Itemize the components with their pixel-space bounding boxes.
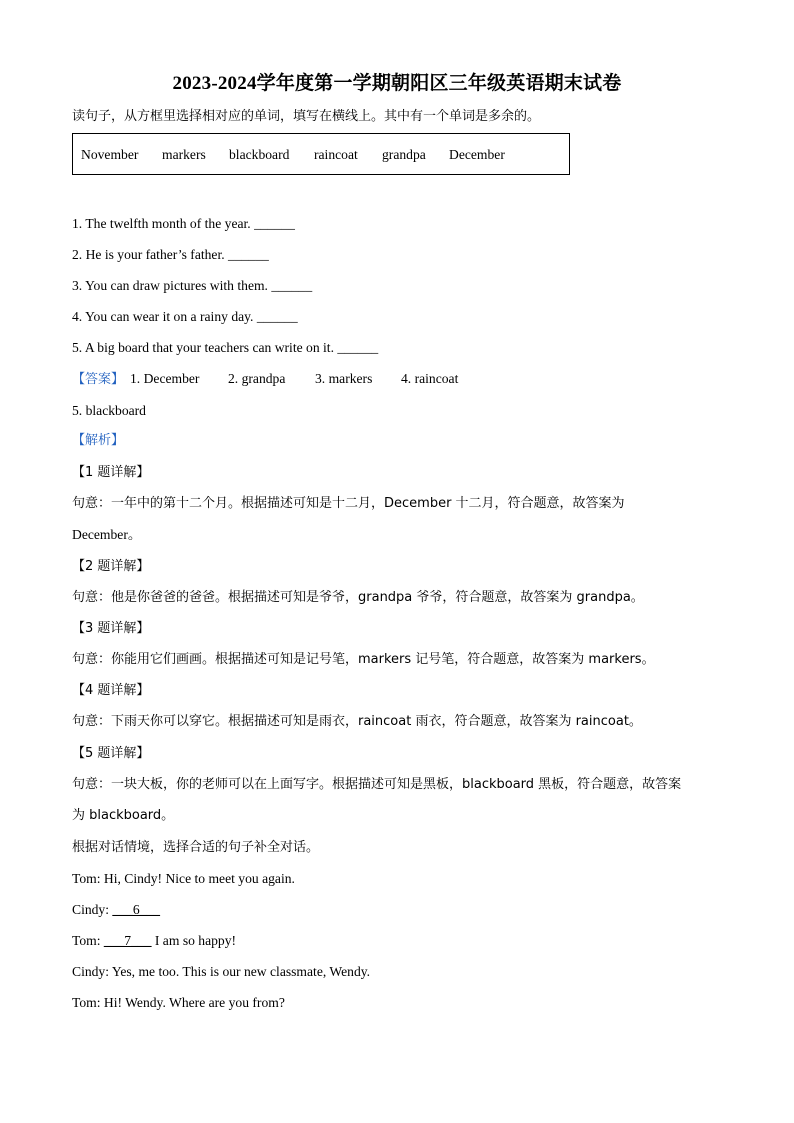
instruction-text: 读句子，从方框里选择相对应的单词，填写在横线上。其中有一个单词是多余的。 bbox=[72, 109, 541, 124]
word-box-item: raincoat bbox=[314, 147, 358, 162]
answer-item: 1. December bbox=[130, 371, 200, 386]
question-3: 3. You can draw pictures with them. ______ bbox=[72, 278, 313, 293]
answer-label: 【答案】 bbox=[72, 372, 125, 387]
detail-heading-1: 【1 题详解】 bbox=[72, 465, 150, 480]
dialogue-line: Cindy: Yes, me too. This is our new classmate, Wendy. bbox=[72, 964, 371, 979]
question-4: 4. You can wear it on a rainy day. ______ bbox=[72, 309, 298, 324]
dialogue-speaker: Tom: bbox=[72, 933, 104, 948]
detail-heading-4: 【4 题详解】 bbox=[72, 683, 150, 698]
answer-item: 2. grandpa bbox=[228, 371, 286, 386]
detail-text: 句意：一年中的第十二个月。根据描述可知是十二月，December 十二月，符合题意，故答案为 bbox=[72, 496, 625, 511]
answer-item: 4. raincoat bbox=[401, 371, 459, 386]
detail-text: 为 blackboard。 bbox=[72, 808, 175, 823]
page-title: 2023-2024学年度第一学期朝阳区三年级英语期末试卷 bbox=[172, 73, 622, 94]
detail-heading-2: 【2 题详解】 bbox=[72, 559, 150, 574]
detail-text: 句意：他是你爸爸的爸爸。根据描述可知是爷爷，grandpa 爷爷，符合题意，故答案为 grandpa。 bbox=[72, 590, 644, 605]
answer-item-5: 5. blackboard bbox=[72, 403, 146, 418]
dialogue-blank-6: ___6___ bbox=[112, 902, 160, 917]
dialogue-line bbox=[72, 932, 236, 950]
question-2: 2. He is your father’s father. ______ bbox=[72, 247, 269, 262]
question-5: 5. A big board that your teachers can write on it. ______ bbox=[72, 340, 379, 355]
answer-item: 3. markers bbox=[315, 371, 373, 386]
dialogue-instruction: 根据对话情境，选择合适的句子补全对话。 bbox=[72, 840, 320, 855]
word-box-item: December bbox=[449, 147, 505, 162]
dialogue-line bbox=[72, 901, 160, 919]
question-1: 1. The twelfth month of the year. ______ bbox=[72, 216, 295, 231]
detail-text: 句意：一块大板，你的老师可以在上面写字。根据描述可知是黑板，blackboard 黑板，符合题意，故答案 bbox=[72, 777, 682, 792]
dialogue-line: Tom: Hi! Wendy. Where are you from? bbox=[72, 995, 285, 1010]
word-box-item: grandpa bbox=[382, 147, 426, 162]
dialogue-text: I am so happy! bbox=[151, 933, 237, 948]
detail-heading-3: 【3 题详解】 bbox=[72, 621, 150, 636]
detail-text: 句意：下雨天你可以穿它。根据描述可知是雨衣，raincoat 雨衣，符合题意，故答案为 raincoat。 bbox=[72, 714, 642, 729]
word-box-item: markers bbox=[162, 147, 206, 162]
dialogue-line: Tom: Hi, Cindy! Nice to meet you again. bbox=[72, 871, 295, 886]
detail-text: 句意：你能用它们画画。根据描述可知是记号笔，markers 记号笔，符合题意，故答案为 markers。 bbox=[72, 652, 655, 667]
detail-text: December。 bbox=[72, 527, 142, 542]
word-box-item: November bbox=[81, 147, 139, 162]
word-box bbox=[72, 133, 570, 175]
detail-heading-5: 【5 题详解】 bbox=[72, 746, 150, 761]
dialogue-blank-7: ___7___ bbox=[103, 933, 152, 948]
dialogue-speaker: Cindy: bbox=[72, 902, 113, 917]
analysis-label: 【解析】 bbox=[72, 433, 125, 448]
word-box-item: blackboard bbox=[229, 147, 290, 162]
answer-row bbox=[72, 370, 632, 389]
